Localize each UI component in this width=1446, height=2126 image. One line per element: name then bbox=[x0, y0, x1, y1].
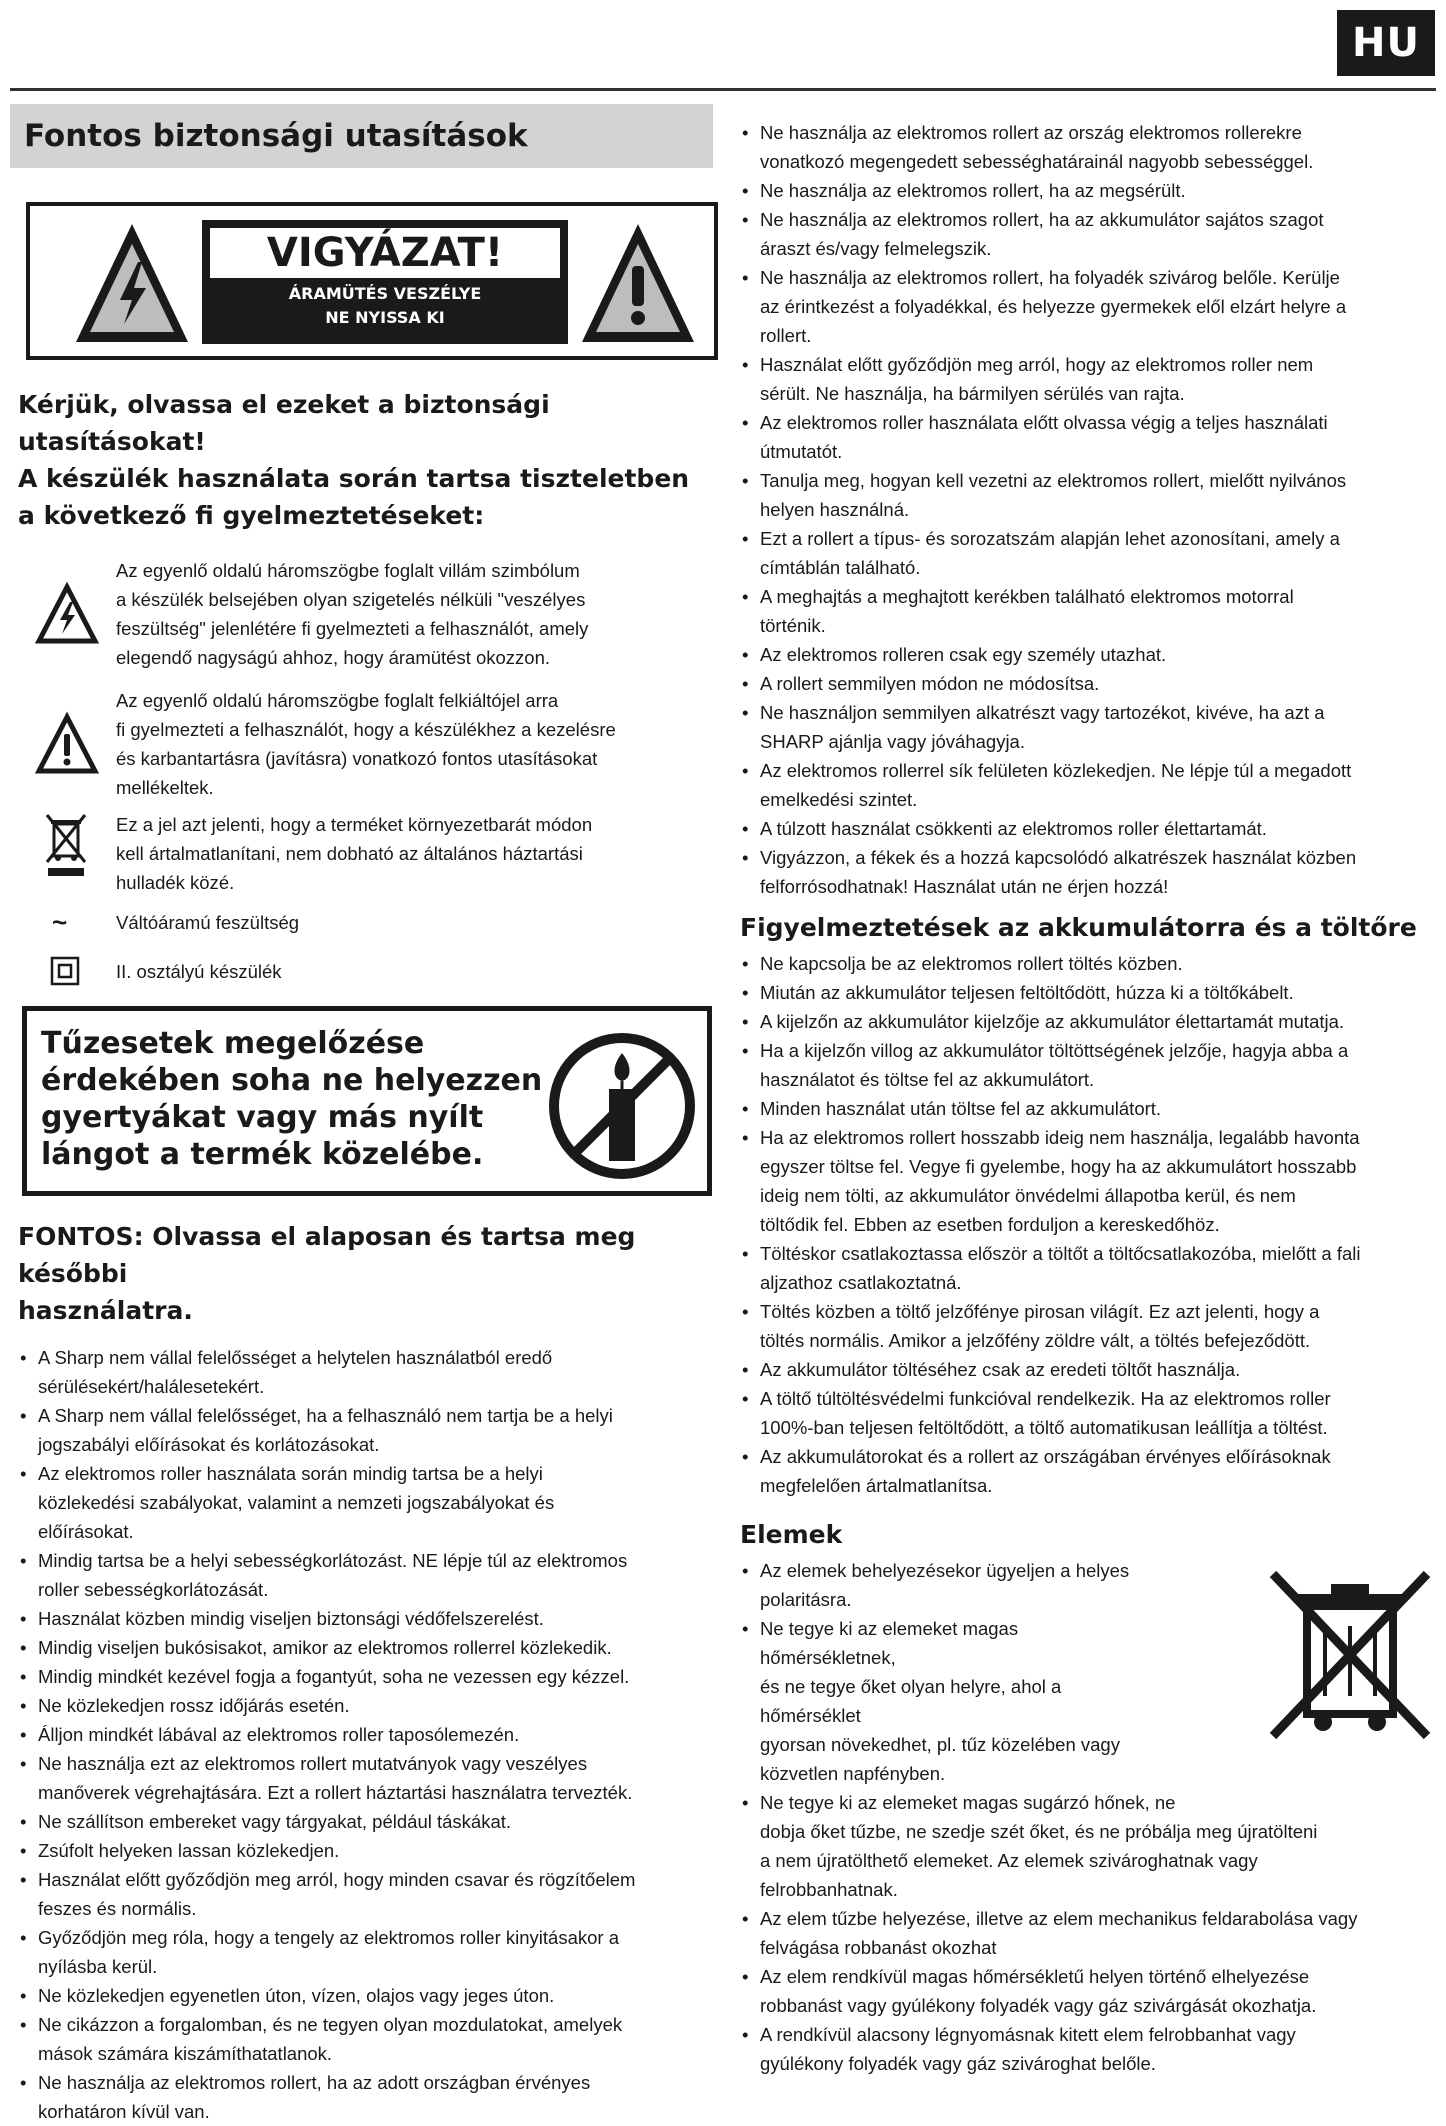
list-item: • Töltéskor csatlakoztassa először a töltőt a töltőcsatlakozóba, mielőtt a fali aljzathoz csatlakoztatná. bbox=[740, 1239, 1436, 1297]
list-item: • Győződjön meg róla, hogy a tengely az elektromos roller kinyitásakor a nyílásba kerül. bbox=[18, 1923, 713, 1981]
caution-label-block bbox=[202, 220, 568, 344]
list-item: • Ne használjon semmilyen alkatrészt vagy tartozékot, kivéve, ha azt a SHARP ajánlja vagy jóváhagyja. bbox=[740, 698, 1436, 756]
list-item: • Használat előtt győződjön meg arról, hogy az elektromos roller nem sérült. Ne használja, ha bármilyen sérülés van rajta. bbox=[740, 350, 1436, 408]
symbol-description: Váltóáramú feszültség bbox=[116, 912, 300, 933]
caution-headline: VIGYÁZAT! bbox=[210, 228, 560, 278]
list-item: • Ne használja az elektromos rollert, ha az megsérült. bbox=[740, 176, 1436, 205]
exclamation-triangle-icon bbox=[576, 218, 700, 348]
list-item: • Az elem tűzbe helyezése, illetve az elem mechanikus feldarabolása vagy felvágása robbanást okozhat bbox=[740, 1904, 1436, 1962]
list-item: • A meghajtás a meghajtott kerékben található elektromos motorral történik. bbox=[740, 582, 1436, 640]
list-item: • Használat közben mindig viseljen biztonsági védőfelszerelést. bbox=[18, 1604, 713, 1633]
crossed-bin-icon bbox=[1265, 1566, 1435, 1744]
list-item: • Ezt a rollert a típus- és sorozatszám alapján lehet azonosítani, amely a címtáblán található. bbox=[740, 524, 1436, 582]
double-square-icon bbox=[50, 956, 80, 986]
left-column bbox=[18, 104, 713, 2126]
intro-line: a következő fi gyelmeztetéseket: bbox=[18, 501, 485, 530]
charger-bullet-list bbox=[740, 949, 1436, 1500]
list-item: • Ne használja az elektromos rollert, ha az akkumulátor sajátos szagot áraszt és/vagy felmelegszik. bbox=[740, 205, 1436, 263]
left-bullet-list bbox=[18, 1343, 713, 2126]
list-item: • Az elem rendkívül magas hőmérsékletű helyen történő elhelyezése robbanást vagy gyúlékony folyadék vagy gáz szivárgását okozhatja. bbox=[740, 1962, 1436, 2020]
caution-banner bbox=[26, 202, 718, 360]
list-item: • Zsúfolt helyeken lassan közlekedjen. bbox=[18, 1836, 713, 1865]
list-item: • Ne szállítson embereket vagy tárgyakat, például táskákat. bbox=[18, 1807, 713, 1836]
charger-heading: Figyelmeztetések az akkumulátorra és a töltőre bbox=[740, 913, 1417, 942]
list-item: • Ne használja az elektromos rollert, ha az adott országban érvényes korhatáron kívül van. bbox=[18, 2068, 713, 2126]
caution-line-2: NE NYISSA KI bbox=[325, 308, 445, 327]
list-item: • Tanulja meg, hogyan kell vezetni az elektromos rollert, mielőtt nyilvános helyen használná. bbox=[740, 466, 1436, 524]
list-item: • Minden használat után töltse fel az akkumulátort. bbox=[740, 1094, 1436, 1123]
symbol-row-bin bbox=[18, 810, 713, 897]
list-item: • Az elektromos roller használata előtt olvassa végig a teljes használati útmutatót. bbox=[740, 408, 1436, 466]
list-item: • Álljon mindkét lábával az elektromos roller taposólemezén. bbox=[18, 1720, 713, 1749]
right-bullet-list bbox=[740, 118, 1436, 901]
symbol-row-ac bbox=[18, 907, 713, 938]
intro-line: A készülék használata során tartsa tiszteletben bbox=[18, 464, 690, 493]
list-item: • A rendkívül alacsony légnyomásnak kitett elem felrobbanhat vagy gyúlékony folyadék vagy gáz szivároghat belőle. bbox=[740, 2020, 1436, 2078]
symbol-legend bbox=[18, 556, 713, 986]
language-tab: HU bbox=[1337, 10, 1435, 76]
symbol-description: II. osztályú készülék bbox=[116, 960, 282, 982]
list-item: • Az elemek behelyezésekor ügyeljen a helyes polaritásra. bbox=[740, 1556, 1140, 1614]
page-title: Fontos biztonsági utasítások bbox=[10, 104, 713, 168]
lightning-triangle-icon bbox=[70, 218, 194, 348]
caution-line-1: ÁRAMÜTÉS VESZÉLYE bbox=[288, 284, 482, 303]
intro-line: Kérjük, olvassa el ezeket a biztonsági utasításokat! bbox=[18, 390, 550, 456]
fire-warning-text: Tűzesetek megelőzése érdekében soha ne helyezzen gyertyákat vagy más nyílt lángot a termék közelébe. bbox=[41, 1026, 543, 1172]
fire-warning-box bbox=[22, 1006, 712, 1196]
list-item: • Ne kapcsolja be az elektromos rollert töltés közben. bbox=[740, 949, 1436, 978]
symbol-description: Az egyenlő oldalú háromszögbe foglalt felkiáltójel arra fi gyelmezteti a felhasználót, hogy a készülékhez a kezelésre és karbantartásra (javításra) vonatkozó fontos utasításokat mellékeltek. bbox=[116, 690, 616, 798]
list-item: • Mindig mindkét kezével fogja a fogantyút, soha ne vezessen egy kézzel. bbox=[18, 1662, 713, 1691]
list-item: • A Sharp nem vállal felelősséget, ha a felhasználó nem tartja be a helyi jogszabályi előírásokat és korlátozásokat. bbox=[18, 1401, 713, 1459]
list-item: • A Sharp nem vállal felelősséget a helytelen használatból eredő sérülésekért/halálesetekért. bbox=[18, 1343, 713, 1401]
symbol-row-class2 bbox=[18, 956, 713, 986]
list-item: • A túlzott használat csökkenti az elektromos roller élettartamát. bbox=[740, 814, 1436, 843]
list-item: • Ne közlekedjen rossz időjárás esetén. bbox=[18, 1691, 713, 1720]
list-item: • A töltő túltöltésvédelmi funkcióval rendelkezik. Ha az elektromos roller 100%-ban teljesen feltöltődött, a töltő automatikusan leállítja a töltést. bbox=[740, 1384, 1436, 1442]
list-item: • Az elektromos roller használata során mindig tartsa be a helyi közlekedési szabályokat, valamint a nemzeti jogszabályokat és előírásokat. bbox=[18, 1459, 713, 1546]
symbol-row-lightning bbox=[18, 556, 713, 672]
list-item: • Ha az elektromos rollert hosszabb ideig nem használja, legalább havonta egyszer töltse fel. Vegye fi gyelembe, hogy ha az akkumulátort hosszabb ideig nem tölti, az akkumulátor önvédelmi állapotba kerül, és nem töltődik fel. Ebben az esetben forduljon a kereskedőhöz. bbox=[740, 1123, 1436, 1239]
important-heading: FONTOS: Olvassa el alaposan és tartsa meg későbbi használatra. bbox=[18, 1222, 636, 1325]
symbol-description: Ez a jel azt jelenti, hogy a terméket környezetbarát módon kell ártalmatlanítani, nem dobható az általános háztartási hulladék közé. bbox=[116, 814, 593, 893]
right-column bbox=[740, 118, 1436, 2078]
list-item: • Az akkumulátorokat és a rollert az országában érvényes előírásoknak megfelelően ártalmatlanítsa. bbox=[740, 1442, 1436, 1500]
list-item: • A rollert semmilyen módon ne módosítsa. bbox=[740, 669, 1436, 698]
tilde-icon: ~ bbox=[52, 907, 68, 937]
list-item: • Ne közlekedjen egyenetlen úton, vízen, olajos vagy jeges úton. bbox=[18, 1981, 713, 2010]
crossed-bin-icon bbox=[44, 812, 88, 878]
list-item: • Ne használja az elektromos rollert, ha folyadék szivárog belőle. Kerülje az érintkezést a folyadékkal, és helyezze gyermekek elől elzárt helyre a rollert. bbox=[740, 263, 1436, 350]
list-item: • Ha a kijelzőn villog az akkumulátor töltöttségének jelzője, hagyja abba a használatot és töltse fel az akkumulátort. bbox=[740, 1036, 1436, 1094]
list-item: • A kijelzőn az akkumulátor kijelzője az akkumulátor élettartamát mutatja. bbox=[740, 1007, 1436, 1036]
no-candle-icon bbox=[547, 1031, 697, 1181]
list-item: • Ne tegye ki az elemeket magas hőmérsékletnek, és ne tegye őket olyan helyre, ahol a hőmérséklet gyorsan növekedhet, pl. tűz közelében vagy közvetlen napfényben. bbox=[740, 1614, 1140, 1788]
list-item: • Ne használja az elektromos rollert az ország elektromos rollerekre vonatkozó megengedett sebességhatárainál nagyobb sebességgel. bbox=[740, 118, 1436, 176]
list-item: • Ne használja ezt az elektromos rollert mutatványok vagy veszélyes manőverek végrehajtására. Ezt a rollert háztartási használatra tervezték. bbox=[18, 1749, 713, 1807]
header-divider bbox=[10, 88, 1436, 91]
battery-heading: Elemek bbox=[740, 1520, 843, 1549]
list-item: • Töltés közben a töltő jelzőfénye pirosan világít. Ez azt jelenti, hogy a töltés normális. Amikor a jelzőfény zöldre vált, a töltés befejeződött. bbox=[740, 1297, 1436, 1355]
list-item: • Ne cikázzon a forgalomban, és ne tegyen olyan mozdulatokat, amelyek mások számára kiszámíthatatlanok. bbox=[18, 2010, 713, 2068]
lightning-triangle-icon bbox=[36, 584, 98, 644]
intro-heading bbox=[18, 386, 713, 534]
list-item: • Az elektromos rollerrel sík felületen közlekedjen. Ne lépje túl a megadott emelkedési szintet. bbox=[740, 756, 1436, 814]
list-item: • Miután az akkumulátor teljesen feltöltődött, húzza ki a töltőkábelt. bbox=[740, 978, 1436, 1007]
list-item: • Az elektromos rolleren csak egy személy utazhat. bbox=[740, 640, 1436, 669]
exclamation-triangle-icon bbox=[36, 714, 98, 774]
list-item: • Vigyázzon, a fékek és a hozzá kapcsolódó alkatrészek használat közben felforrósodhatnak! Használat után ne érjen hozzá! bbox=[740, 843, 1436, 901]
list-item: • Mindig viseljen bukósisakot, amikor az elektromos rollerrel közlekedik. bbox=[18, 1633, 713, 1662]
symbol-description: Az egyenlő oldalú háromszögbe foglalt villám szimbólum a készülék belsejében olyan szigetelés nélküli "veszélyes feszültség" jelenlétére fi gyelmezteti a felhasználót, amely elegendő nagyságú ahhoz, hogy áramütést okozzon. bbox=[116, 560, 589, 668]
list-item: • Mindig tartsa be a helyi sebességkorlátozást. NE lépje túl az elektromos roller sebességkorlátozását. bbox=[18, 1546, 713, 1604]
list-item: • Használat előtt győződjön meg arról, hogy minden csavar és rögzítőelem feszes és normális. bbox=[18, 1865, 713, 1923]
symbol-row-exclamation bbox=[18, 686, 713, 802]
list-item: • Ne tegye ki az elemeket magas sugárzó hőnek, ne dobja őket tűzbe, ne szedje szét őket, és ne próbálja meg újratölteni a nem újratölthető elemeket. Az elemek szivároghatnak vagy felrobbanhatnak. bbox=[740, 1788, 1436, 1904]
list-item: • Az akkumulátor töltéséhez csak az eredeti töltőt használja. bbox=[740, 1355, 1436, 1384]
